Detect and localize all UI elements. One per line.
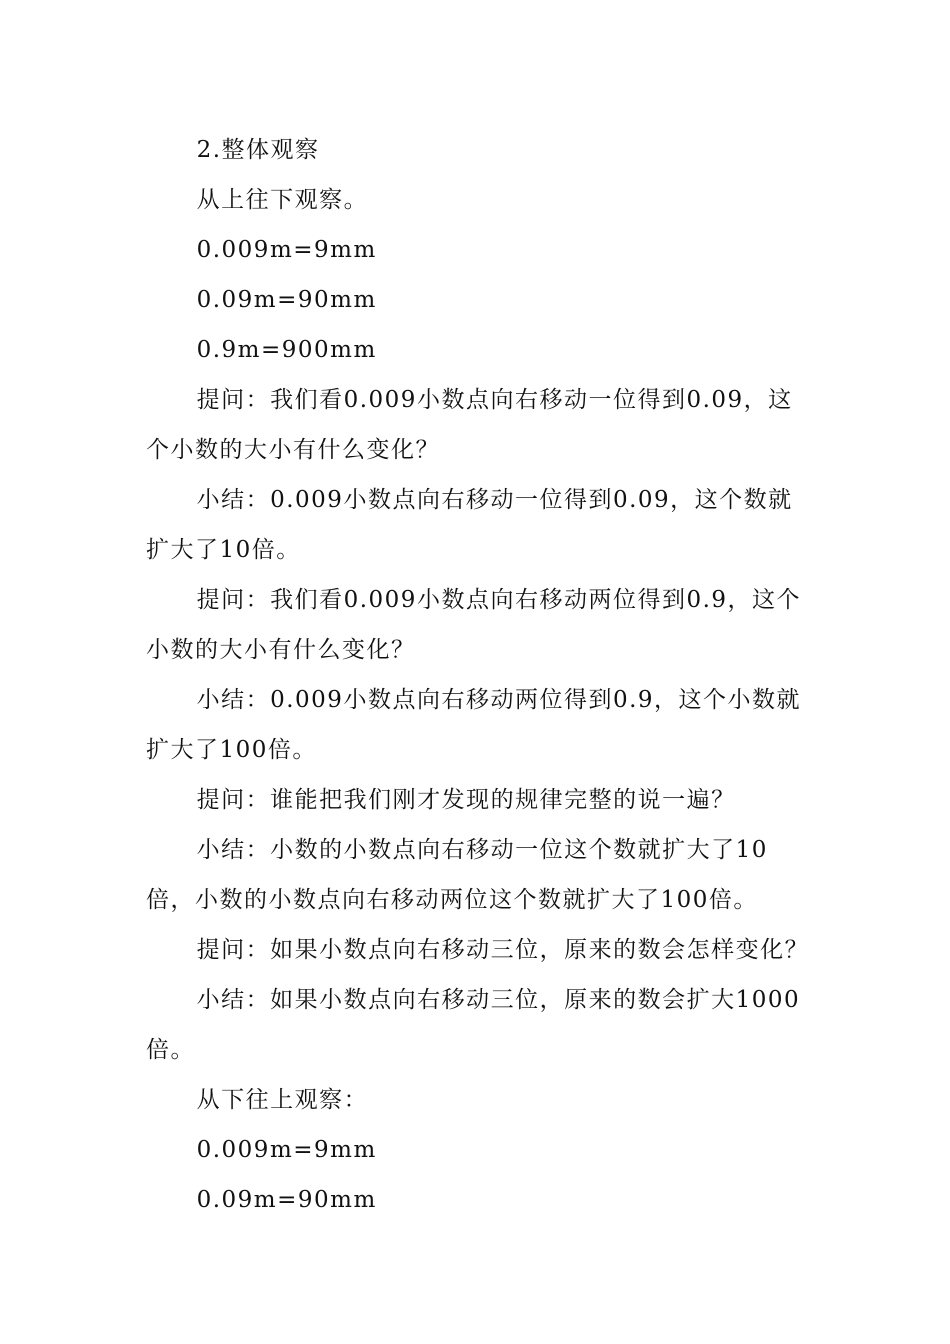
summary-paragraph: 小结：0.009小数点向右移动两位得到0.9，这个小数就扩大了100倍。 xyxy=(146,687,802,763)
equation-line: 0.09m=90mm xyxy=(196,287,377,313)
question-paragraph: 提问：如果小数点向右移动三位，原来的数会怎样变化？ xyxy=(196,937,810,963)
question-paragraph: 提问：我们看0.009小数点向右移动一位得到0.09，这个小数的大小有什么变化？ xyxy=(146,387,793,463)
section-heading: 2.整体观察 xyxy=(196,137,320,163)
question-paragraph: 提问：我们看0.009小数点向右移动两位得到0.9，这个小数的大小有什么变化？ xyxy=(146,587,802,663)
summary-paragraph: 小结：如果小数点向右移动三位，原来的数会扩大1000倍。 xyxy=(146,987,801,1063)
summary-paragraph: 小结：小数的小数点向右移动一位这个数就扩大了10倍，小数的小数点向右移动两位这个数就扩大了100倍。 xyxy=(146,837,768,913)
question-paragraph: 提问：谁能把我们刚才发现的规律完整的说一遍？ xyxy=(196,787,736,813)
equation-line: 0.009m=9mm xyxy=(196,237,377,263)
paragraph: 从下往上观察： xyxy=(196,1087,369,1113)
paragraph: 从上往下观察。 xyxy=(196,187,369,213)
equation-line: 0.9m=900mm xyxy=(196,337,377,363)
equation-line: 0.009m=9mm xyxy=(196,1137,377,1163)
document-body xyxy=(146,125,810,1225)
equation-line: 0.09m=90mm xyxy=(196,1187,377,1213)
summary-paragraph: 小结：0.009小数点向右移动一位得到0.09，这个数就扩大了10倍。 xyxy=(146,487,793,563)
